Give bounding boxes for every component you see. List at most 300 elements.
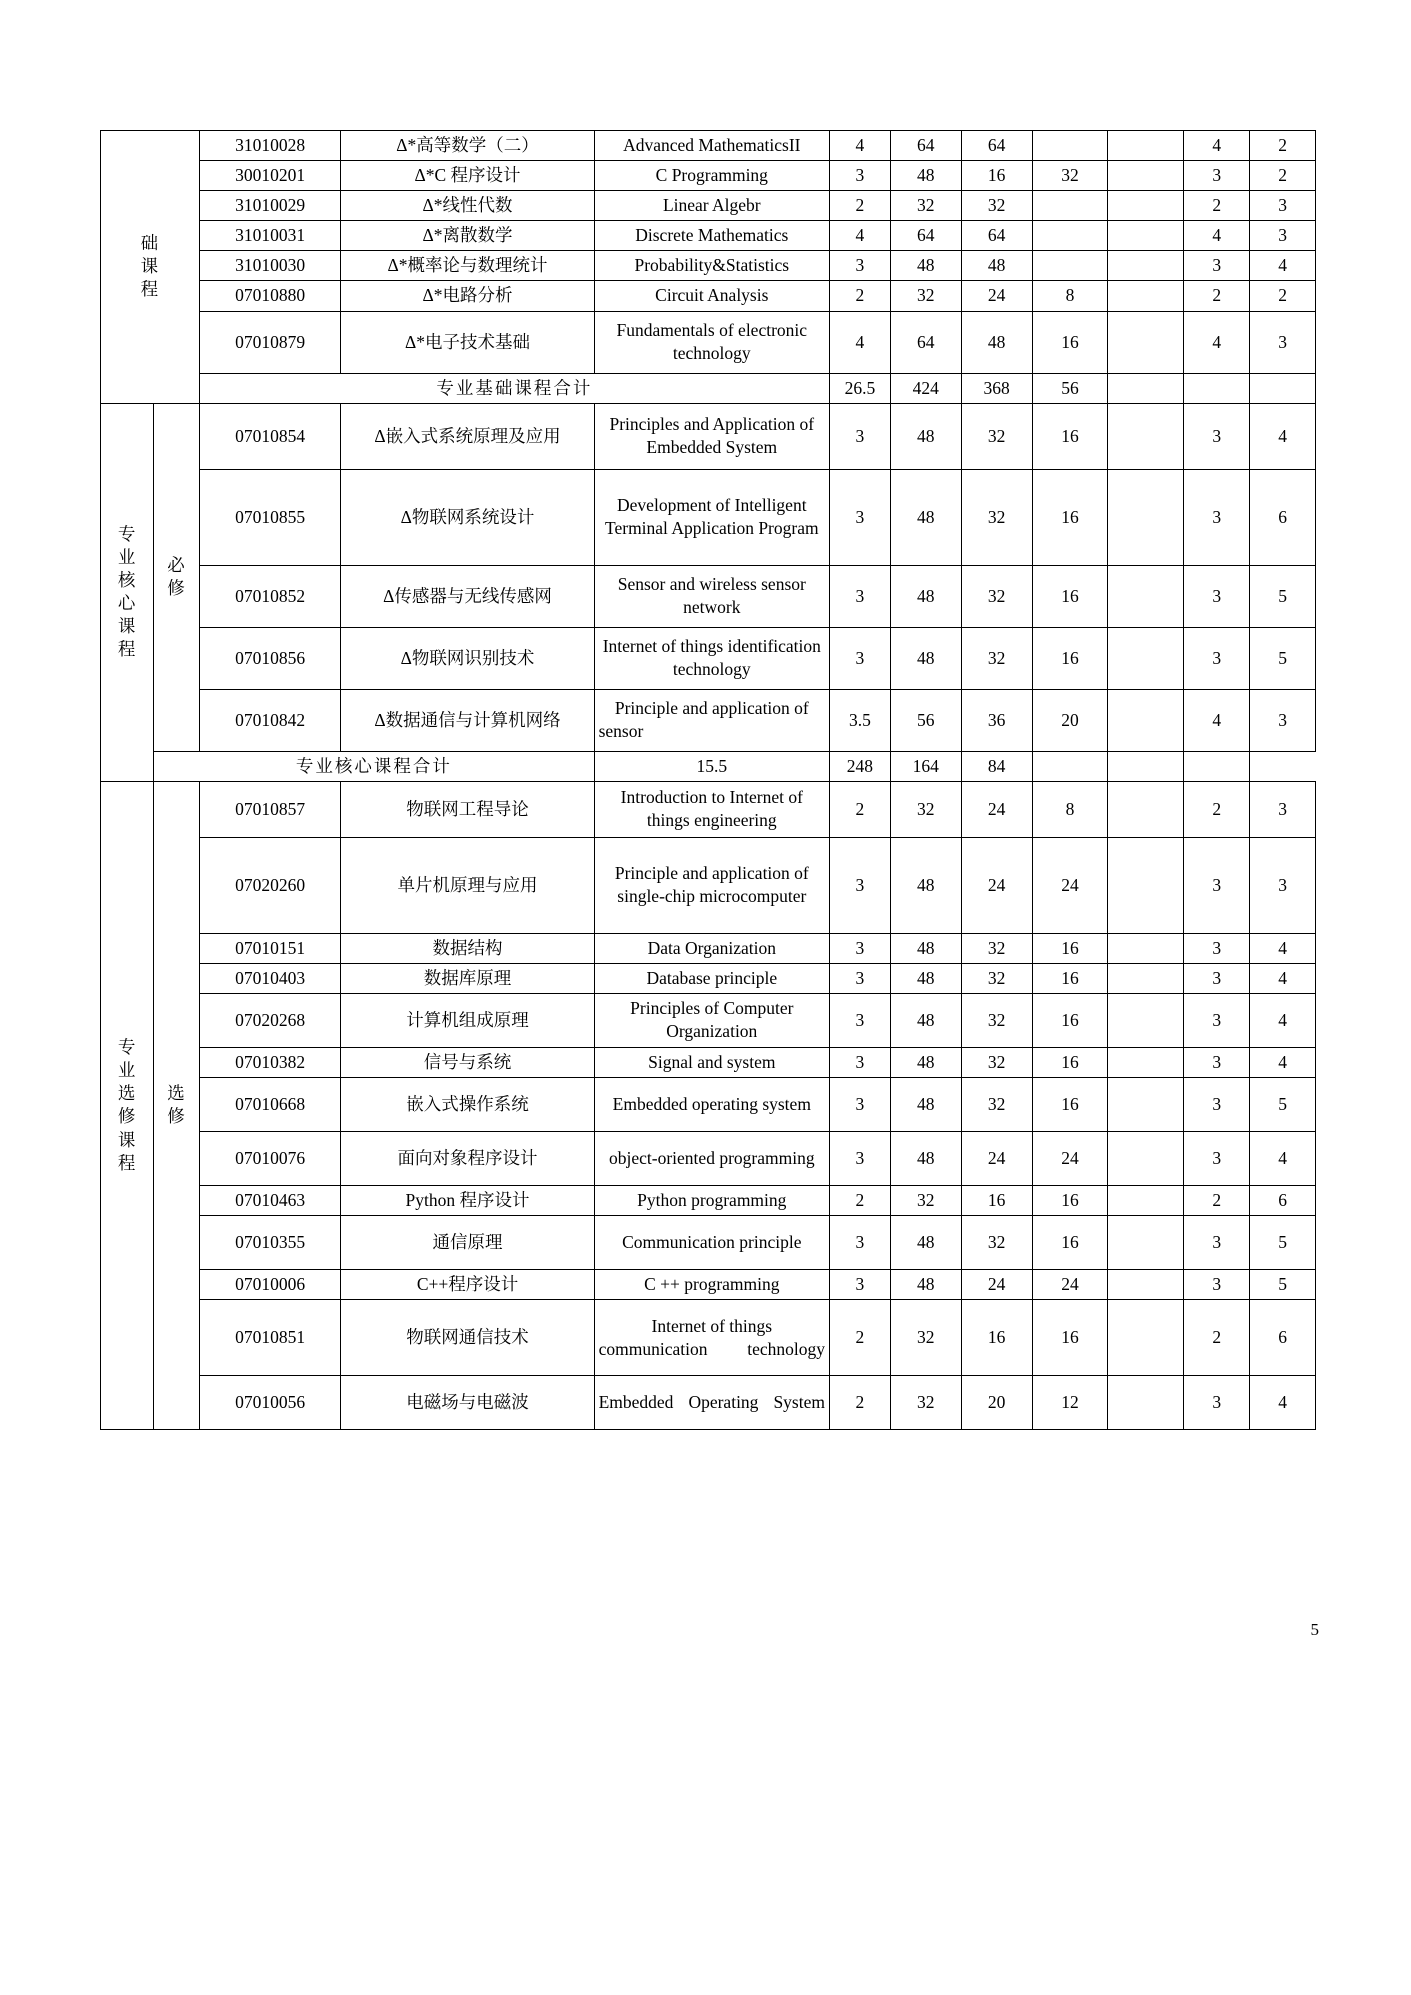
credit: 3	[830, 1047, 891, 1077]
lecture-hours: 48	[961, 311, 1032, 373]
course-code: 07010355	[199, 1216, 341, 1270]
credit: 3	[830, 837, 891, 933]
other-hours	[1108, 1300, 1184, 1376]
course-name-cn: 单片机原理与应用	[341, 837, 594, 933]
lecture-hours: 48	[961, 251, 1032, 281]
course-name-cn: 面向对象程序设计	[341, 1132, 594, 1186]
course-name-cn: Δ嵌入式系统原理及应用	[341, 403, 594, 469]
weekly-hours: 3	[1184, 565, 1250, 627]
credit: 4	[830, 131, 891, 161]
total-hours: 32	[890, 281, 961, 311]
subtotal-semester	[1250, 373, 1316, 403]
semester: 4	[1250, 993, 1316, 1047]
credit: 3	[830, 161, 891, 191]
course-name-en: Circuit Analysis	[594, 281, 829, 311]
lecture-hours: 24	[961, 281, 1032, 311]
weekly-hours: 3	[1184, 403, 1250, 469]
course-name-en: C Programming	[594, 161, 829, 191]
table-row	[101, 565, 1316, 627]
semester: 6	[1250, 469, 1316, 565]
weekly-hours: 4	[1184, 689, 1250, 751]
course-name-en: Internet of things identification technology	[594, 627, 829, 689]
lecture-hours: 24	[961, 1132, 1032, 1186]
course-name-cn: 电磁场与电磁波	[341, 1376, 594, 1430]
type-label-required: 必 修	[154, 403, 200, 751]
table-row	[101, 469, 1316, 565]
table-row	[101, 191, 1316, 221]
course-name-en: Linear Algebr	[594, 191, 829, 221]
total-hours: 48	[890, 1078, 961, 1132]
semester: 3	[1250, 311, 1316, 373]
experiment-hours: 24	[1032, 837, 1108, 933]
total-hours: 48	[890, 251, 961, 281]
weekly-hours: 2	[1184, 1186, 1250, 1216]
table-row	[101, 1047, 1316, 1077]
total-hours: 48	[890, 1270, 961, 1300]
weekly-hours: 3	[1184, 933, 1250, 963]
total-hours: 48	[890, 403, 961, 469]
course-name-en: object-oriented programming	[594, 1132, 829, 1186]
credit: 3	[830, 1216, 891, 1270]
table-row	[101, 781, 1316, 837]
table-row	[101, 1186, 1316, 1216]
weekly-hours: 3	[1184, 1047, 1250, 1077]
credit: 3	[830, 933, 891, 963]
total-hours: 48	[890, 933, 961, 963]
semester: 4	[1250, 403, 1316, 469]
experiment-hours: 16	[1032, 1216, 1108, 1270]
other-hours	[1108, 403, 1184, 469]
semester: 5	[1250, 1078, 1316, 1132]
course-code: 07010851	[199, 1300, 341, 1376]
subtotal-credit: 26.5	[830, 373, 891, 403]
weekly-hours: 2	[1184, 281, 1250, 311]
total-hours: 48	[890, 993, 961, 1047]
course-name-cn: Python 程序设计	[341, 1186, 594, 1216]
lecture-hours: 32	[961, 191, 1032, 221]
lecture-hours: 32	[961, 1078, 1032, 1132]
experiment-hours: 16	[1032, 469, 1108, 565]
course-code: 31010028	[199, 131, 341, 161]
total-hours: 32	[890, 781, 961, 837]
other-hours	[1108, 1270, 1184, 1300]
semester: 2	[1250, 281, 1316, 311]
experiment-hours: 20	[1032, 689, 1108, 751]
experiment-hours: 16	[1032, 933, 1108, 963]
weekly-hours: 3	[1184, 837, 1250, 933]
other-hours	[1108, 1078, 1184, 1132]
subtotal-label: 专业核心课程合计	[154, 751, 594, 781]
curriculum-table-wrapper	[100, 130, 1316, 1430]
curriculum-table	[100, 130, 1316, 1430]
course-name-cn: Δ物联网识别技术	[341, 627, 594, 689]
course-name-en: Embedded Operating System	[594, 1376, 829, 1430]
other-hours	[1108, 469, 1184, 565]
subtotal-row-basic	[101, 373, 1316, 403]
course-name-cn: 嵌入式操作系统	[341, 1078, 594, 1132]
table-row	[101, 281, 1316, 311]
lecture-hours: 32	[961, 963, 1032, 993]
course-name-cn: Δ*电子技术基础	[341, 311, 594, 373]
table-row	[101, 689, 1316, 751]
credit: 2	[830, 1186, 891, 1216]
lecture-hours: 16	[961, 1300, 1032, 1376]
semester: 5	[1250, 627, 1316, 689]
course-code: 07020260	[199, 837, 341, 933]
total-hours: 48	[890, 963, 961, 993]
subtotal-week	[1108, 751, 1184, 781]
table-row	[101, 311, 1316, 373]
semester: 5	[1250, 565, 1316, 627]
total-hours: 32	[890, 1300, 961, 1376]
course-name-cn: 数据结构	[341, 933, 594, 963]
experiment-hours: 16	[1032, 627, 1108, 689]
lecture-hours: 32	[961, 627, 1032, 689]
course-code: 07010151	[199, 933, 341, 963]
experiment-hours: 12	[1032, 1376, 1108, 1430]
course-name-cn: C++程序设计	[341, 1270, 594, 1300]
total-hours: 48	[890, 469, 961, 565]
course-name-cn: Δ*线性代数	[341, 191, 594, 221]
course-code: 07010857	[199, 781, 341, 837]
experiment-hours: 16	[1032, 963, 1108, 993]
other-hours	[1108, 131, 1184, 161]
lecture-hours: 16	[961, 161, 1032, 191]
other-hours	[1108, 221, 1184, 251]
course-name-en: Principle and application of single-chip microcomputer	[594, 837, 829, 933]
total-hours: 32	[890, 1376, 961, 1430]
course-name-en: Fundamentals of electronic technology	[594, 311, 829, 373]
subtotal-experiment: 84	[961, 751, 1032, 781]
course-code: 07010852	[199, 565, 341, 627]
credit: 3	[830, 993, 891, 1047]
lecture-hours: 24	[961, 1270, 1032, 1300]
semester: 2	[1250, 161, 1316, 191]
lecture-hours: 20	[961, 1376, 1032, 1430]
course-name-en: Principles and Application of Embedded System	[594, 403, 829, 469]
table-row	[101, 627, 1316, 689]
semester: 4	[1250, 1376, 1316, 1430]
table-row	[101, 251, 1316, 281]
other-hours	[1108, 161, 1184, 191]
group-label-elective: 专 业 选 修 课 程	[101, 781, 154, 1429]
experiment-hours: 8	[1032, 781, 1108, 837]
course-code: 07010006	[199, 1270, 341, 1300]
semester: 4	[1250, 1047, 1316, 1077]
credit: 4	[830, 311, 891, 373]
course-name-cn: Δ*电路分析	[341, 281, 594, 311]
subtotal-label: 专业基础课程合计	[199, 373, 829, 403]
course-code: 07010463	[199, 1186, 341, 1216]
subtotal-total: 248	[830, 751, 891, 781]
credit: 2	[830, 781, 891, 837]
semester: 3	[1250, 781, 1316, 837]
experiment-hours: 32	[1032, 161, 1108, 191]
table-row	[101, 933, 1316, 963]
course-code: 30010201	[199, 161, 341, 191]
course-code: 07010842	[199, 689, 341, 751]
total-hours: 48	[890, 161, 961, 191]
course-name-en: Probability&Statistics	[594, 251, 829, 281]
subtotal-lecture: 164	[890, 751, 961, 781]
course-name-en: Embedded operating system	[594, 1078, 829, 1132]
course-name-en: Internet of things communication technology	[594, 1300, 829, 1376]
lecture-hours: 32	[961, 1047, 1032, 1077]
experiment-hours: 16	[1032, 403, 1108, 469]
table-row	[101, 837, 1316, 933]
course-code: 07010382	[199, 1047, 341, 1077]
page-number: 5	[1310, 1620, 1319, 1639]
weekly-hours: 2	[1184, 1300, 1250, 1376]
weekly-hours: 4	[1184, 131, 1250, 161]
credit: 4	[830, 221, 891, 251]
semester: 4	[1250, 1132, 1316, 1186]
total-hours: 48	[890, 627, 961, 689]
course-code: 07010855	[199, 469, 341, 565]
table-row	[101, 1078, 1316, 1132]
semester: 5	[1250, 1216, 1316, 1270]
other-hours	[1108, 963, 1184, 993]
experiment-hours: 24	[1032, 1270, 1108, 1300]
lecture-hours: 32	[961, 469, 1032, 565]
course-code: 31010030	[199, 251, 341, 281]
subtotal-semester	[1184, 751, 1250, 781]
total-hours: 48	[890, 565, 961, 627]
table-row	[101, 1270, 1316, 1300]
total-hours: 32	[890, 1186, 961, 1216]
weekly-hours: 3	[1184, 1132, 1250, 1186]
course-code: 07010856	[199, 627, 341, 689]
table-row	[101, 403, 1316, 469]
table-row	[101, 1300, 1316, 1376]
group-label-basic: 础 课 程	[101, 131, 200, 404]
total-hours: 64	[890, 131, 961, 161]
course-code: 07010668	[199, 1078, 341, 1132]
credit: 3	[830, 1132, 891, 1186]
course-name-en: Python programming	[594, 1186, 829, 1216]
subtotal-row-core	[101, 751, 1316, 781]
table-row	[101, 993, 1316, 1047]
lecture-hours: 32	[961, 993, 1032, 1047]
weekly-hours: 3	[1184, 161, 1250, 191]
weekly-hours: 4	[1184, 221, 1250, 251]
lecture-hours: 32	[961, 403, 1032, 469]
course-code: 07010854	[199, 403, 341, 469]
weekly-hours: 3	[1184, 1078, 1250, 1132]
semester: 3	[1250, 689, 1316, 751]
total-hours: 64	[890, 311, 961, 373]
subtotal-other	[1032, 751, 1108, 781]
weekly-hours: 3	[1184, 1216, 1250, 1270]
table-row	[101, 221, 1316, 251]
total-hours: 48	[890, 837, 961, 933]
course-code: 07020268	[199, 993, 341, 1047]
course-name-en: Discrete Mathematics	[594, 221, 829, 251]
course-name-en: Sensor and wireless sensor network	[594, 565, 829, 627]
weekly-hours: 2	[1184, 781, 1250, 837]
lecture-hours: 32	[961, 565, 1032, 627]
course-name-cn: 物联网通信技术	[341, 1300, 594, 1376]
experiment-hours: 16	[1032, 1300, 1108, 1376]
credit: 3	[830, 1078, 891, 1132]
other-hours	[1108, 933, 1184, 963]
subtotal-lecture: 368	[961, 373, 1032, 403]
credit: 3	[830, 1270, 891, 1300]
experiment-hours: 24	[1032, 1132, 1108, 1186]
other-hours	[1108, 281, 1184, 311]
table-row	[101, 131, 1316, 161]
weekly-hours: 3	[1184, 1270, 1250, 1300]
course-name-en: Signal and system	[594, 1047, 829, 1077]
course-code: 31010031	[199, 221, 341, 251]
other-hours	[1108, 191, 1184, 221]
subtotal-experiment: 56	[1032, 373, 1108, 403]
course-name-en: Principles of Computer Organization	[594, 993, 829, 1047]
course-code: 07010880	[199, 281, 341, 311]
table-row	[101, 963, 1316, 993]
course-name-cn: Δ*概率论与数理统计	[341, 251, 594, 281]
semester: 6	[1250, 1300, 1316, 1376]
semester: 3	[1250, 191, 1316, 221]
course-name-en: Introduction to Internet of things engineering	[594, 781, 829, 837]
experiment-hours	[1032, 221, 1108, 251]
course-code: 07010403	[199, 963, 341, 993]
experiment-hours: 16	[1032, 311, 1108, 373]
type-label-elective: 选 修	[154, 781, 200, 1429]
other-hours	[1108, 781, 1184, 837]
weekly-hours: 3	[1184, 251, 1250, 281]
experiment-hours: 16	[1032, 1186, 1108, 1216]
other-hours	[1108, 837, 1184, 933]
experiment-hours: 16	[1032, 993, 1108, 1047]
course-name-cn: 计算机组成原理	[341, 993, 594, 1047]
course-name-cn: Δ传感器与无线传感网	[341, 565, 594, 627]
course-name-en: Database principle	[594, 963, 829, 993]
credit: 3	[830, 627, 891, 689]
total-hours: 48	[890, 1216, 961, 1270]
credit: 3	[830, 565, 891, 627]
other-hours	[1108, 993, 1184, 1047]
weekly-hours: 3	[1184, 627, 1250, 689]
credit: 2	[830, 1300, 891, 1376]
course-name-cn: Δ物联网系统设计	[341, 469, 594, 565]
experiment-hours: 16	[1032, 1047, 1108, 1077]
course-name-cn: Δ*离散数学	[341, 221, 594, 251]
other-hours	[1108, 689, 1184, 751]
lecture-hours: 24	[961, 781, 1032, 837]
weekly-hours: 2	[1184, 191, 1250, 221]
other-hours	[1108, 311, 1184, 373]
other-hours	[1108, 251, 1184, 281]
weekly-hours: 3	[1184, 469, 1250, 565]
semester: 5	[1250, 1270, 1316, 1300]
lecture-hours: 32	[961, 933, 1032, 963]
total-hours: 64	[890, 221, 961, 251]
group-label-core: 专 业 核 心 课 程	[101, 403, 154, 781]
course-name-cn: 信号与系统	[341, 1047, 594, 1077]
lecture-hours: 32	[961, 1216, 1032, 1270]
course-name-cn: Δ数据通信与计算机网络	[341, 689, 594, 751]
course-name-en: Development of Intelligent Terminal Application Program	[594, 469, 829, 565]
total-hours: 32	[890, 191, 961, 221]
subtotal-total: 424	[890, 373, 961, 403]
table-row	[101, 1216, 1316, 1270]
other-hours	[1108, 627, 1184, 689]
table-row	[101, 161, 1316, 191]
course-name-cn: 物联网工程导论	[341, 781, 594, 837]
semester: 4	[1250, 933, 1316, 963]
weekly-hours: 3	[1184, 993, 1250, 1047]
credit: 3	[830, 963, 891, 993]
weekly-hours: 3	[1184, 963, 1250, 993]
credit: 2	[830, 1376, 891, 1430]
course-name-cn: Δ*C 程序设计	[341, 161, 594, 191]
subtotal-week	[1184, 373, 1250, 403]
course-name-cn: 通信原理	[341, 1216, 594, 1270]
credit: 3.5	[830, 689, 891, 751]
credit: 3	[830, 403, 891, 469]
experiment-hours	[1032, 191, 1108, 221]
total-hours: 56	[890, 689, 961, 751]
other-hours	[1108, 1186, 1184, 1216]
lecture-hours: 24	[961, 837, 1032, 933]
credit: 2	[830, 191, 891, 221]
course-code: 07010076	[199, 1132, 341, 1186]
other-hours	[1108, 1216, 1184, 1270]
experiment-hours: 16	[1032, 565, 1108, 627]
semester: 3	[1250, 221, 1316, 251]
weekly-hours: 3	[1184, 1376, 1250, 1430]
lecture-hours: 64	[961, 221, 1032, 251]
subtotal-other	[1108, 373, 1184, 403]
other-hours	[1108, 565, 1184, 627]
semester: 4	[1250, 963, 1316, 993]
total-hours: 48	[890, 1132, 961, 1186]
experiment-hours: 16	[1032, 1078, 1108, 1132]
lecture-hours: 36	[961, 689, 1032, 751]
total-hours: 48	[890, 1047, 961, 1077]
course-name-cn: Δ*高等数学（二）	[341, 131, 594, 161]
table-row	[101, 1132, 1316, 1186]
credit: 2	[830, 281, 891, 311]
course-name-en: Communication principle	[594, 1216, 829, 1270]
experiment-hours	[1032, 251, 1108, 281]
experiment-hours: 8	[1032, 281, 1108, 311]
table-row	[101, 1376, 1316, 1430]
course-name-en: Advanced MathematicsII	[594, 131, 829, 161]
experiment-hours	[1032, 131, 1108, 161]
course-name-cn: 数据库原理	[341, 963, 594, 993]
credit: 3	[830, 251, 891, 281]
semester: 4	[1250, 251, 1316, 281]
course-code: 07010879	[199, 311, 341, 373]
course-name-en: Principle and application of sensor	[594, 689, 829, 751]
semester: 6	[1250, 1186, 1316, 1216]
course-name-en: C ++ programming	[594, 1270, 829, 1300]
other-hours	[1108, 1047, 1184, 1077]
other-hours	[1108, 1132, 1184, 1186]
course-name-en: Data Organization	[594, 933, 829, 963]
subtotal-credit: 15.5	[594, 751, 829, 781]
semester: 3	[1250, 837, 1316, 933]
credit: 3	[830, 469, 891, 565]
lecture-hours: 16	[961, 1186, 1032, 1216]
other-hours	[1108, 1376, 1184, 1430]
lecture-hours: 64	[961, 131, 1032, 161]
semester: 2	[1250, 131, 1316, 161]
course-code: 31010029	[199, 191, 341, 221]
course-code: 07010056	[199, 1376, 341, 1430]
